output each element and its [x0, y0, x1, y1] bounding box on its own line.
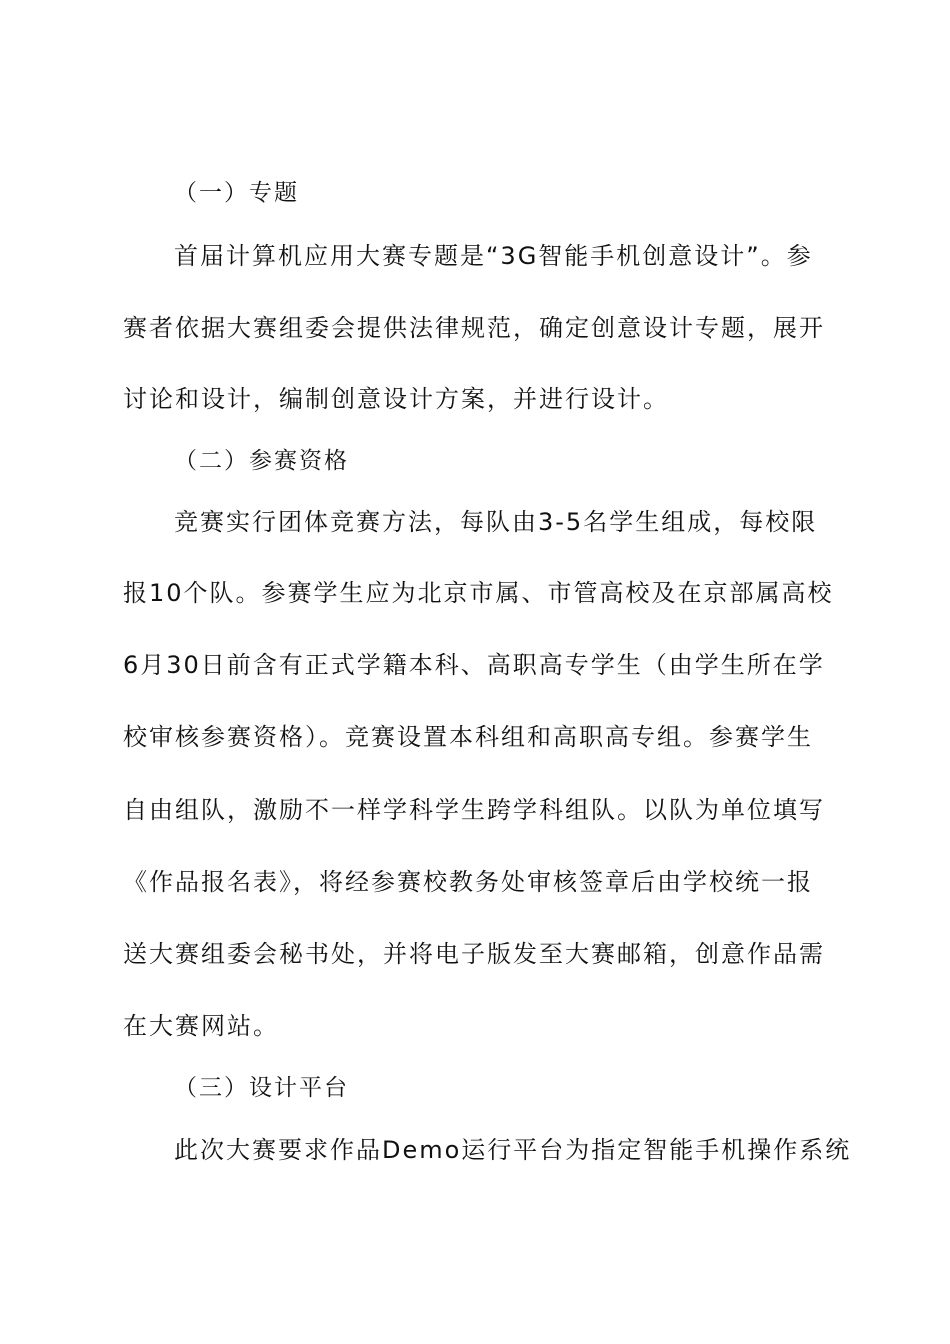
paragraph-line: 《作品报名表》，将经参赛校教务处审核签章后由学校统一报	[123, 868, 813, 896]
paragraph-line: 自由组队，激励不一样学科学生跨学科组队。以队为单位填写	[123, 796, 825, 824]
paragraph-line: 校审核参赛资格）。竞赛设置本科组和高职高专组。参赛学生	[123, 723, 813, 751]
paragraph-line: 6月30日前含有正式学籍本科、高职高专学生（由学生所在学	[123, 651, 825, 679]
section-heading-topic: （一）专题	[174, 180, 299, 206]
section-heading-platform: （三）设计平台	[174, 1075, 349, 1101]
paragraph-line: 此次大赛要求作品Demo运行平台为指定智能手机操作系统	[174, 1136, 852, 1164]
paragraph-line: 竞赛实行团体竞赛方法，每队由3-5名学生组成，每校限	[174, 508, 818, 536]
paragraph-line: 报10个队。参赛学生应为北京市属、市管高校及在京部属高校	[123, 579, 834, 607]
paragraph-line: 赛者依据大赛组委会提供法律规范，确定创意设计专题，展开	[123, 314, 825, 342]
paragraph-line: 首届计算机应用大赛专题是“3G智能手机创意设计”。参	[174, 242, 813, 270]
section-heading-eligibility: （二）参赛资格	[174, 448, 349, 474]
paragraph-line: 在大赛网站。	[123, 1012, 279, 1040]
paragraph-line: 送大赛组委会秘书处，并将电子版发至大赛邮箱，创意作品需	[123, 940, 825, 968]
paragraph-line: 讨论和设计，编制创意设计方案，并进行设计。	[123, 385, 669, 413]
